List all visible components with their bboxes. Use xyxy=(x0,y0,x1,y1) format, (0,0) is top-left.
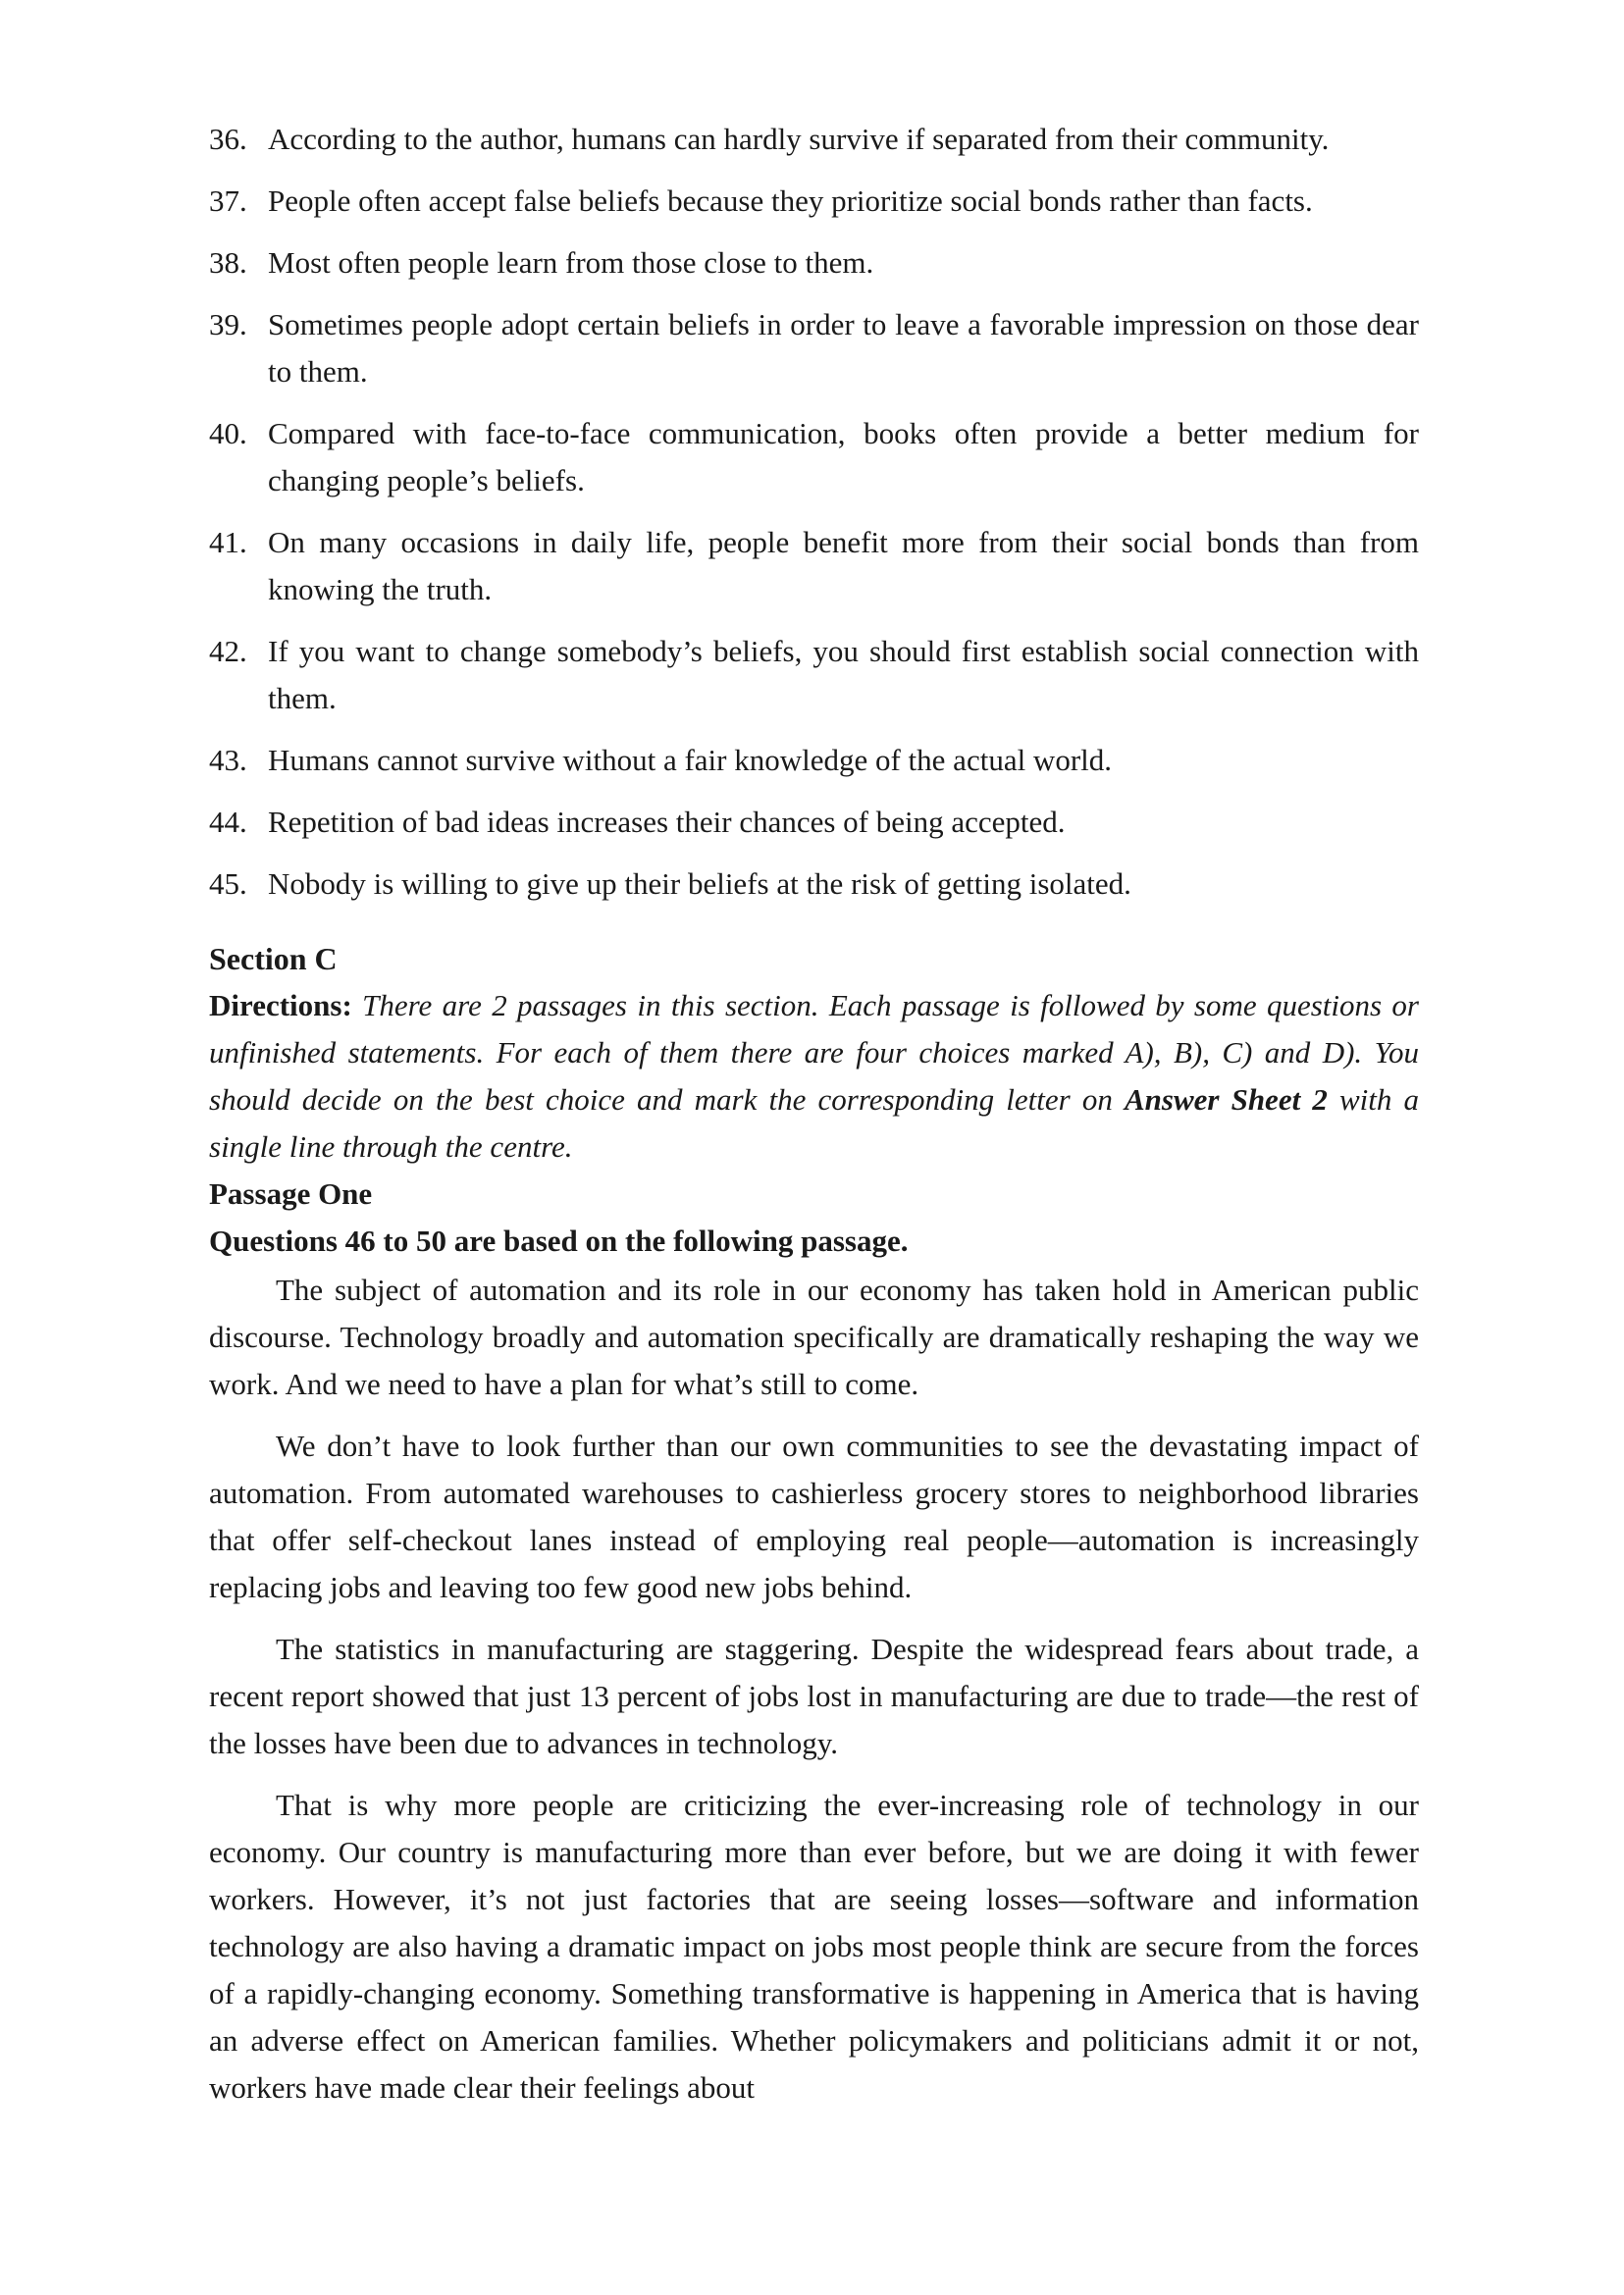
statement-number: 38. xyxy=(209,245,247,280)
passage-title: Passage One xyxy=(209,1176,373,1211)
statement-item xyxy=(209,239,1419,287)
statement-text: Most often people learn from those close to them. xyxy=(268,245,874,280)
document-page xyxy=(209,116,1419,2126)
statement-list xyxy=(209,116,1419,908)
statement-item xyxy=(209,861,1419,908)
statement-number: 40. xyxy=(209,416,247,450)
passage-intro: Questions 46 to 50 are based on the following passage. xyxy=(209,1224,909,1258)
directions-label: Directions: xyxy=(209,988,352,1022)
statement-number: 39. xyxy=(209,307,247,341)
statement-number: 43. xyxy=(209,743,247,777)
statement-number: 41. xyxy=(209,525,247,559)
statement-item xyxy=(209,737,1419,784)
statement-item xyxy=(209,799,1419,846)
directions-text-end: with a single line through the centre. xyxy=(209,1082,1419,1164)
passage-paragraph: The subject of automation and its role in our economy has taken hold in American public discourse. Technology broadly and automation specifically are dramatically reshaping the way we work. And we need to have a plan for what’s still to come. xyxy=(209,1273,1419,1401)
statement-text: Compared with face-to-face communication, books often provide a better medium for changing people’s beliefs. xyxy=(268,416,1419,497)
directions-text: There are 2 passages in this section. Each passage is followed by some questions or unfinished statements. For each of them there are four choices marked A), B), C) and D). You should decide on the best choice and mark the corresponding letter on xyxy=(209,988,1419,1117)
directions xyxy=(209,982,1419,1171)
statement-item xyxy=(209,116,1419,163)
statement-number: 45. xyxy=(209,866,247,901)
section-title: Section C xyxy=(209,941,338,976)
statement-text: Sometimes people adopt certain beliefs in order to leave a favorable impression on those dear to them. xyxy=(268,307,1419,389)
statement-item xyxy=(209,410,1419,504)
statement-text: Nobody is willing to give up their beliefs at the risk of getting isolated. xyxy=(268,866,1131,901)
statement-number: 37. xyxy=(209,183,247,218)
statement-item xyxy=(209,178,1419,225)
statement-number: 42. xyxy=(209,634,247,668)
statement-number: 44. xyxy=(209,805,247,839)
statement-text: On many occasions in daily life, people benefit more from their social bonds than from knowing the truth. xyxy=(268,525,1419,606)
statement-item xyxy=(209,301,1419,395)
statement-text: People often accept false beliefs because they prioritize social bonds rather than facts. xyxy=(268,183,1313,218)
passage-paragraph: We don’t have to look further than our own communities to see the devastating impact of automation. From automated warehouses to cashierless grocery stores to neighborhood libraries that offer self-checkout lanes instead of employing real people—automation is increasingly replacing jobs and leaving too few good new jobs behind. xyxy=(209,1429,1419,1604)
statement-text: If you want to change somebody’s beliefs, you should first establish social connection with them. xyxy=(268,634,1419,715)
statement-text: According to the author, humans can hardly survive if separated from their community. xyxy=(268,122,1330,156)
statement-number: 36. xyxy=(209,122,247,156)
statement-item xyxy=(209,628,1419,722)
passage-paragraph: That is why more people are criticizing the ever-increasing role of technology in our economy. Our country is manufacturing more than ever before, but we are doing it with fewer workers. However, it’s not just factories that are seeing losses—software and information technology are also having a dramatic impact on jobs most people think are secure from the forces of a rapidly-changing economy. Something transformative is happening in America that is having an adverse effect on American families. Whether policymakers and politicians admit it or not, workers have made clear their feelings about xyxy=(209,1788,1419,2105)
statement-item xyxy=(209,519,1419,613)
answer-sheet-label: Answer Sheet 2 xyxy=(1124,1082,1328,1117)
passage-paragraph: The statistics in manufacturing are staggering. Despite the widespread fears about trade, a recent report showed that just 13 percent of jobs lost in manufacturing are due to trade—the rest of the losses have been due to advances in technology. xyxy=(209,1632,1419,1760)
statement-text: Repetition of bad ideas increases their chances of being accepted. xyxy=(268,805,1066,839)
statement-text: Humans cannot survive without a fair knowledge of the actual world. xyxy=(268,743,1113,777)
